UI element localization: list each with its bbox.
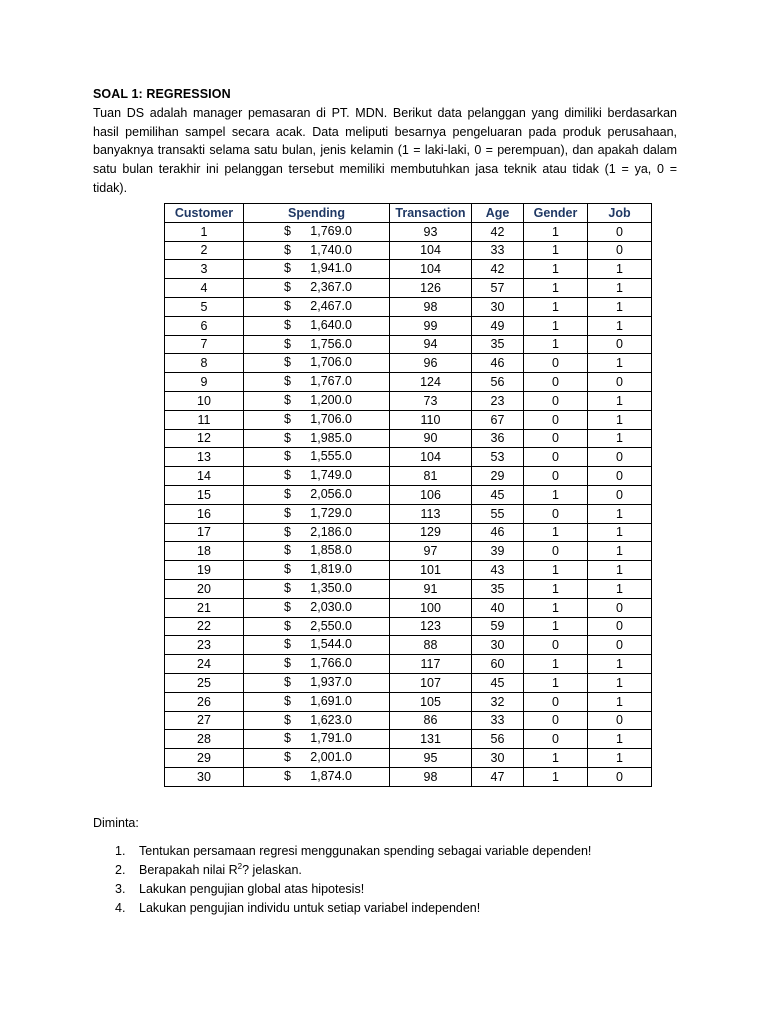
spending-amount: 1,985.0 (310, 430, 352, 445)
cell-spending (244, 655, 390, 674)
cell-customer: 9 (165, 373, 244, 392)
task-text: Lakukan pengujian global atas hipotesis! (139, 882, 365, 896)
cell-customer: 28 (165, 730, 244, 749)
cell-gender: 1 (524, 579, 588, 598)
table-row (165, 561, 652, 580)
spending-amount: 1,791.0 (310, 731, 352, 746)
header-customer: Customer (165, 204, 244, 223)
cell-spending (244, 222, 390, 241)
spending-amount: 1,874.0 (310, 768, 352, 783)
tasks-label: Diminta: (93, 816, 139, 830)
cell-job: 1 (588, 504, 652, 523)
cell-gender: 1 (524, 222, 588, 241)
cell-spending (244, 730, 390, 749)
cell-age: 42 (472, 222, 524, 241)
spending-amount: 1,640.0 (310, 317, 352, 332)
cell-age: 39 (472, 542, 524, 561)
cell-customer: 22 (165, 617, 244, 636)
cell-customer: 13 (165, 448, 244, 467)
table-row (165, 730, 652, 749)
spending-amount: 1,706.0 (310, 355, 352, 370)
cell-job: 0 (588, 767, 652, 786)
currency-symbol: $ (284, 430, 291, 445)
cell-job: 1 (588, 297, 652, 316)
cell-spending (244, 542, 390, 561)
cell-age: 40 (472, 598, 524, 617)
cell-transaction: 73 (390, 391, 472, 410)
currency-symbol: $ (284, 505, 291, 520)
table-row (165, 260, 652, 279)
spending-amount: 2,186.0 (310, 524, 352, 539)
spending-amount: 1,937.0 (310, 674, 352, 689)
cell-gender: 0 (524, 354, 588, 373)
currency-symbol: $ (284, 486, 291, 501)
cell-spending (244, 260, 390, 279)
cell-customer: 19 (165, 561, 244, 580)
cell-customer: 14 (165, 467, 244, 486)
cell-job: 1 (588, 316, 652, 335)
cell-age: 53 (472, 448, 524, 467)
table-row (165, 749, 652, 768)
cell-customer: 27 (165, 711, 244, 730)
cell-transaction: 98 (390, 297, 472, 316)
cell-transaction: 94 (390, 335, 472, 354)
table-row (165, 279, 652, 298)
spending-amount: 1,350.0 (310, 580, 352, 595)
cell-gender: 0 (524, 711, 588, 730)
cell-customer: 1 (165, 222, 244, 241)
cell-transaction: 96 (390, 354, 472, 373)
task-list (93, 842, 591, 918)
cell-job: 1 (588, 279, 652, 298)
cell-gender: 1 (524, 260, 588, 279)
cell-job: 0 (588, 222, 652, 241)
cell-transaction: 117 (390, 655, 472, 674)
currency-symbol: $ (284, 599, 291, 614)
cell-age: 29 (472, 467, 524, 486)
cell-age: 43 (472, 561, 524, 580)
cell-job: 1 (588, 579, 652, 598)
table-row (165, 222, 652, 241)
cell-spending (244, 636, 390, 655)
task-number: 3. (115, 882, 126, 896)
table-row (165, 523, 652, 542)
cell-spending (244, 561, 390, 580)
cell-spending (244, 391, 390, 410)
table-row (165, 655, 652, 674)
cell-age: 30 (472, 297, 524, 316)
cell-transaction: 97 (390, 542, 472, 561)
cell-gender: 1 (524, 523, 588, 542)
cell-transaction: 98 (390, 767, 472, 786)
currency-symbol: $ (284, 712, 291, 727)
cell-spending (244, 692, 390, 711)
spending-amount: 1,555.0 (310, 449, 352, 464)
cell-customer: 30 (165, 767, 244, 786)
cell-transaction: 107 (390, 673, 472, 692)
task-item (93, 899, 591, 918)
header-transaction: Transaction (390, 204, 472, 223)
currency-symbol: $ (284, 449, 291, 464)
table-row (165, 485, 652, 504)
cell-gender: 1 (524, 655, 588, 674)
currency-symbol: $ (284, 693, 291, 708)
cell-job: 0 (588, 373, 652, 392)
cell-gender: 0 (524, 373, 588, 392)
currency-symbol: $ (284, 562, 291, 577)
table-row (165, 297, 652, 316)
cell-spending (244, 241, 390, 260)
header-spending: Spending (244, 204, 390, 223)
cell-job: 0 (588, 241, 652, 260)
cell-gender: 0 (524, 448, 588, 467)
cell-age: 42 (472, 260, 524, 279)
currency-symbol: $ (284, 223, 291, 238)
cell-transaction: 91 (390, 579, 472, 598)
cell-spending (244, 749, 390, 768)
cell-customer: 23 (165, 636, 244, 655)
superscript: 2 (237, 861, 243, 871)
cell-job: 1 (588, 730, 652, 749)
cell-transaction: 88 (390, 636, 472, 655)
cell-age: 30 (472, 636, 524, 655)
cell-spending (244, 448, 390, 467)
cell-gender: 1 (524, 617, 588, 636)
table-row (165, 391, 652, 410)
cell-customer: 26 (165, 692, 244, 711)
table-row (165, 448, 652, 467)
cell-age: 56 (472, 730, 524, 749)
cell-job: 0 (588, 636, 652, 655)
cell-customer: 20 (165, 579, 244, 598)
cell-spending (244, 523, 390, 542)
cell-gender: 1 (524, 279, 588, 298)
currency-symbol: $ (284, 656, 291, 671)
cell-customer: 17 (165, 523, 244, 542)
task-item (93, 842, 591, 861)
currency-symbol: $ (284, 261, 291, 276)
currency-symbol: $ (284, 392, 291, 407)
spending-amount: 2,056.0 (310, 486, 352, 501)
spending-amount: 2,030.0 (310, 599, 352, 614)
cell-customer: 18 (165, 542, 244, 561)
header-age: Age (472, 204, 524, 223)
cell-gender: 1 (524, 749, 588, 768)
cell-job: 1 (588, 561, 652, 580)
cell-transaction: 81 (390, 467, 472, 486)
cell-spending (244, 279, 390, 298)
table-row (165, 373, 652, 392)
currency-symbol: $ (284, 374, 291, 389)
table-row (165, 467, 652, 486)
table-row (165, 579, 652, 598)
cell-gender: 1 (524, 316, 588, 335)
cell-job: 1 (588, 429, 652, 448)
spending-amount: 1,749.0 (310, 468, 352, 483)
spending-amount: 1,623.0 (310, 712, 352, 727)
currency-symbol: $ (284, 468, 291, 483)
spending-amount: 1,706.0 (310, 411, 352, 426)
task-item (93, 880, 591, 899)
cell-customer: 6 (165, 316, 244, 335)
cell-spending (244, 598, 390, 617)
cell-transaction: 104 (390, 448, 472, 467)
spending-amount: 1,544.0 (310, 637, 352, 652)
cell-transaction: 124 (390, 373, 472, 392)
cell-spending (244, 673, 390, 692)
currency-symbol: $ (284, 411, 291, 426)
cell-age: 33 (472, 711, 524, 730)
table-row (165, 410, 652, 429)
spending-amount: 2,550.0 (310, 618, 352, 633)
spending-amount: 1,756.0 (310, 336, 352, 351)
cell-job: 1 (588, 391, 652, 410)
table-row (165, 429, 652, 448)
cell-spending (244, 504, 390, 523)
cell-gender: 1 (524, 598, 588, 617)
cell-customer: 15 (165, 485, 244, 504)
intro-paragraph: Tuan DS adalah manager pemasaran di PT. MDN. Berikut data pelanggan yang dimiliki berdasarkan hasil pemilihan sampel secara acak. Data meliputi besarnya pengeluaran pada produk perusahaan, banyaknya transakti selama satu bulan, jenis kelamin (1 = laki-laki, 0 = perempuan), dan apakah dalam satu bulan terakhir ini pelanggan tersebut memiliki membutuhkan jasa teknik atau tidak (1 = ya, 0 = tidak). (93, 106, 677, 195)
cell-age: 46 (472, 523, 524, 542)
cell-gender: 1 (524, 335, 588, 354)
cell-age: 49 (472, 316, 524, 335)
cell-customer: 16 (165, 504, 244, 523)
cell-customer: 5 (165, 297, 244, 316)
cell-spending (244, 297, 390, 316)
cell-transaction: 100 (390, 598, 472, 617)
cell-spending (244, 410, 390, 429)
cell-transaction: 106 (390, 485, 472, 504)
spending-amount: 1,941.0 (310, 261, 352, 276)
cell-gender: 0 (524, 692, 588, 711)
cell-customer: 8 (165, 354, 244, 373)
task-text: Lakukan pengujian individu untuk setiap variabel independen! (139, 901, 481, 915)
task-item (93, 861, 591, 880)
cell-spending (244, 316, 390, 335)
cell-transaction: 86 (390, 711, 472, 730)
cell-gender: 1 (524, 673, 588, 692)
table-row (165, 711, 652, 730)
cell-age: 57 (472, 279, 524, 298)
cell-job: 0 (588, 711, 652, 730)
cell-customer: 3 (165, 260, 244, 279)
currency-symbol: $ (284, 731, 291, 746)
cell-gender: 1 (524, 297, 588, 316)
currency-symbol: $ (284, 580, 291, 595)
cell-job: 0 (588, 467, 652, 486)
cell-customer: 7 (165, 335, 244, 354)
cell-customer: 4 (165, 279, 244, 298)
cell-spending (244, 467, 390, 486)
currency-symbol: $ (284, 524, 291, 539)
header-job: Job (588, 204, 652, 223)
cell-age: 45 (472, 485, 524, 504)
table-row (165, 598, 652, 617)
cell-job: 1 (588, 655, 652, 674)
cell-spending (244, 335, 390, 354)
cell-age: 47 (472, 767, 524, 786)
cell-transaction: 95 (390, 749, 472, 768)
cell-age: 30 (472, 749, 524, 768)
cell-spending (244, 373, 390, 392)
currency-symbol: $ (284, 543, 291, 558)
table-row (165, 673, 652, 692)
cell-job: 1 (588, 354, 652, 373)
cell-gender: 1 (524, 561, 588, 580)
cell-age: 56 (472, 373, 524, 392)
spending-amount: 1,769.0 (310, 223, 352, 238)
table-header-row (165, 204, 652, 223)
cell-job: 1 (588, 692, 652, 711)
cell-age: 59 (472, 617, 524, 636)
table-row (165, 617, 652, 636)
cell-job: 1 (588, 673, 652, 692)
currency-symbol: $ (284, 317, 291, 332)
spending-amount: 1,200.0 (310, 392, 352, 407)
spending-amount: 1,729.0 (310, 505, 352, 520)
cell-age: 33 (472, 241, 524, 260)
task-text-after: ? jelaskan. (242, 863, 302, 877)
cell-customer: 25 (165, 673, 244, 692)
cell-age: 46 (472, 354, 524, 373)
cell-customer: 2 (165, 241, 244, 260)
currency-symbol: $ (284, 768, 291, 783)
cell-age: 23 (472, 391, 524, 410)
task-number: 2. (115, 863, 126, 877)
cell-transaction: 105 (390, 692, 472, 711)
cell-job: 0 (588, 617, 652, 636)
cell-spending (244, 354, 390, 373)
table-row (165, 354, 652, 373)
currency-symbol: $ (284, 280, 291, 295)
cell-gender: 0 (524, 542, 588, 561)
cell-job: 0 (588, 448, 652, 467)
spending-amount: 2,001.0 (310, 750, 352, 765)
cell-transaction: 104 (390, 241, 472, 260)
cell-age: 35 (472, 579, 524, 598)
currency-symbol: $ (284, 750, 291, 765)
currency-symbol: $ (284, 242, 291, 257)
cell-gender: 0 (524, 467, 588, 486)
cell-gender: 0 (524, 429, 588, 448)
table-row (165, 692, 652, 711)
cell-spending (244, 485, 390, 504)
table-row (165, 767, 652, 786)
cell-spending (244, 617, 390, 636)
cell-customer: 11 (165, 410, 244, 429)
spending-amount: 1,858.0 (310, 543, 352, 558)
cell-job: 1 (588, 523, 652, 542)
currency-symbol: $ (284, 618, 291, 633)
page-title: SOAL 1: REGRESSION (93, 87, 231, 101)
cell-customer: 29 (165, 749, 244, 768)
cell-customer: 10 (165, 391, 244, 410)
spending-amount: 1,819.0 (310, 562, 352, 577)
table-row (165, 504, 652, 523)
cell-gender: 1 (524, 485, 588, 504)
cell-transaction: 131 (390, 730, 472, 749)
table-row (165, 542, 652, 561)
currency-symbol: $ (284, 336, 291, 351)
cell-job: 0 (588, 598, 652, 617)
cell-age: 36 (472, 429, 524, 448)
cell-gender: 0 (524, 504, 588, 523)
task-number: 4. (115, 901, 126, 915)
cell-job: 1 (588, 542, 652, 561)
currency-symbol: $ (284, 355, 291, 370)
header-gender: Gender (524, 204, 588, 223)
table-row (165, 241, 652, 260)
cell-transaction: 99 (390, 316, 472, 335)
table-row (165, 316, 652, 335)
cell-transaction: 113 (390, 504, 472, 523)
cell-transaction: 110 (390, 410, 472, 429)
cell-gender: 0 (524, 636, 588, 655)
cell-gender: 0 (524, 410, 588, 429)
spending-amount: 1,766.0 (310, 656, 352, 671)
spending-amount: 2,467.0 (310, 298, 352, 313)
table-row (165, 636, 652, 655)
cell-job: 1 (588, 410, 652, 429)
cell-spending (244, 767, 390, 786)
cell-job: 1 (588, 749, 652, 768)
spending-amount: 1,691.0 (310, 693, 352, 708)
customer-data-table (164, 203, 652, 787)
cell-job: 1 (588, 260, 652, 279)
cell-transaction: 90 (390, 429, 472, 448)
cell-age: 35 (472, 335, 524, 354)
table-row (165, 335, 652, 354)
cell-customer: 12 (165, 429, 244, 448)
cell-spending (244, 711, 390, 730)
table-body (165, 222, 652, 786)
cell-job: 0 (588, 485, 652, 504)
cell-age: 67 (472, 410, 524, 429)
cell-transaction: 93 (390, 222, 472, 241)
spending-amount: 1,740.0 (310, 242, 352, 257)
currency-symbol: $ (284, 637, 291, 652)
cell-customer: 24 (165, 655, 244, 674)
cell-transaction: 126 (390, 279, 472, 298)
cell-gender: 0 (524, 391, 588, 410)
cell-gender: 1 (524, 241, 588, 260)
task-text: Berapakah nilai R (139, 863, 238, 877)
cell-transaction: 129 (390, 523, 472, 542)
spending-amount: 1,767.0 (310, 374, 352, 389)
cell-gender: 1 (524, 767, 588, 786)
cell-transaction: 104 (390, 260, 472, 279)
cell-age: 45 (472, 673, 524, 692)
currency-symbol: $ (284, 298, 291, 313)
cell-age: 32 (472, 692, 524, 711)
cell-customer: 21 (165, 598, 244, 617)
spending-amount: 2,367.0 (310, 280, 352, 295)
cell-spending (244, 579, 390, 598)
cell-spending (244, 429, 390, 448)
cell-transaction: 123 (390, 617, 472, 636)
cell-age: 60 (472, 655, 524, 674)
cell-transaction: 101 (390, 561, 472, 580)
cell-gender: 0 (524, 730, 588, 749)
currency-symbol: $ (284, 674, 291, 689)
task-number: 1. (115, 844, 126, 858)
cell-job: 0 (588, 335, 652, 354)
task-text: Tentukan persamaan regresi menggunakan spending sebagai variable dependen! (139, 844, 592, 858)
cell-age: 55 (472, 504, 524, 523)
